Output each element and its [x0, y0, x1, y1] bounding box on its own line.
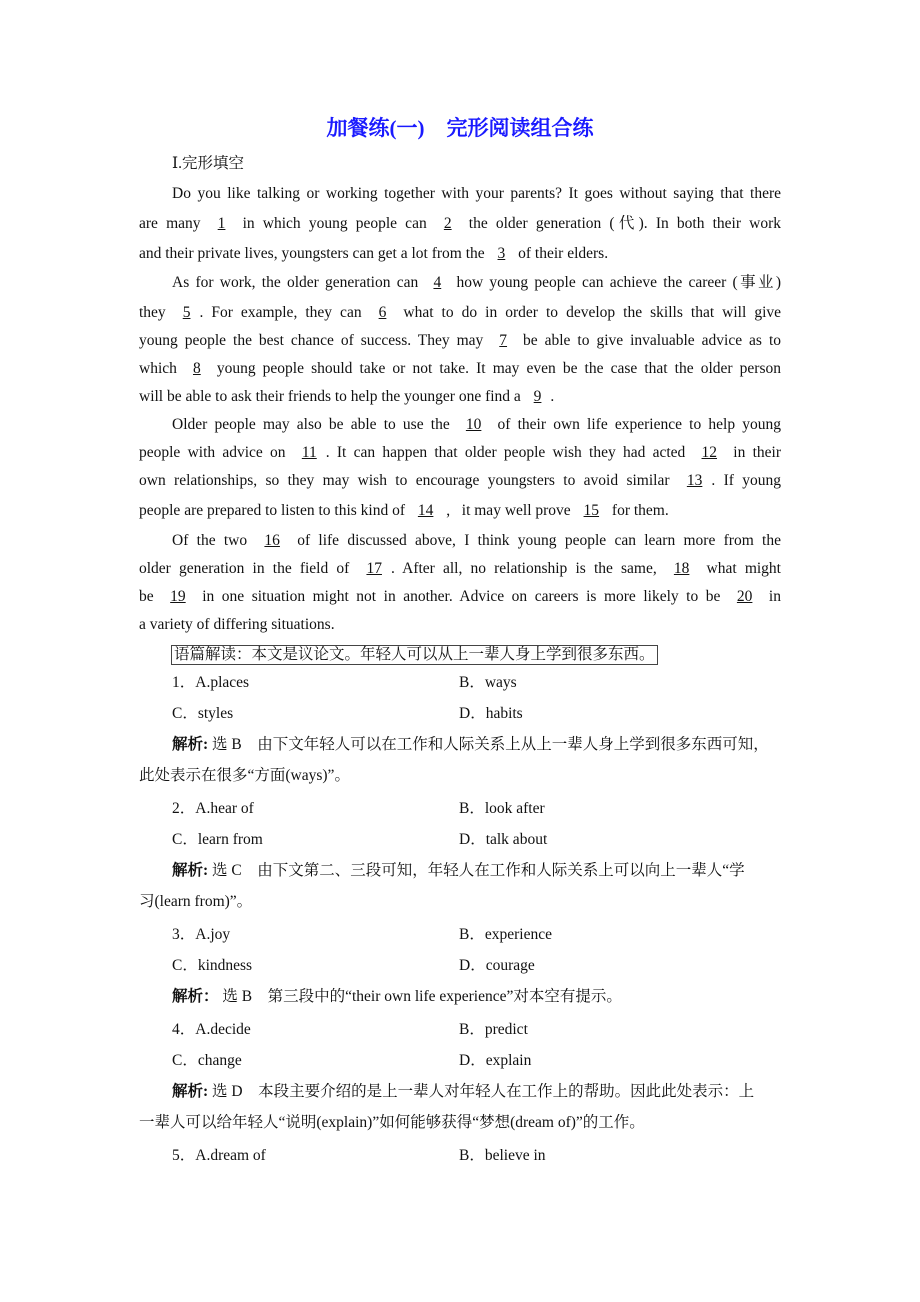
passage-line: [139, 303, 781, 323]
text: in their: [726, 444, 781, 461]
text: in: [761, 588, 781, 605]
option-a: 5．A.dream of: [172, 1147, 266, 1164]
text: of their elders.: [514, 245, 609, 262]
option-d: D．talk about: [459, 831, 548, 848]
explanation-label: 解析：: [172, 988, 219, 1005]
section-heading: Ⅰ.完形填空: [172, 155, 244, 172]
title-part2: 完形阅读组合练: [446, 116, 594, 140]
text: .: [550, 388, 555, 405]
explanation-text: 由下文年轻人可以在工作和人际关系上从上一辈人身上学到很多东西可知，: [257, 736, 769, 753]
answer: 选 B: [218, 988, 268, 1005]
blank-18: 18: [673, 560, 690, 577]
option-d: D．habits: [459, 705, 523, 722]
text: what might: [698, 560, 781, 577]
text: be able to give invaluable advice as to: [516, 332, 782, 349]
passage-line: [139, 587, 781, 607]
text: As for work, the older generation can: [172, 274, 425, 291]
option-a: 3．A.joy: [172, 926, 231, 943]
answer: 选 D: [208, 1083, 259, 1100]
answer: 选 C: [208, 862, 258, 879]
explanation-continued: 此处表示在很多“方面(ways)”。: [139, 767, 350, 784]
blank-6: 6: [378, 304, 387, 321]
text: own relationships, so they may wish to encourage youngsters to avoid similar: [139, 472, 678, 489]
blank-7: 7: [499, 332, 508, 349]
text: a variety of differing situations.: [139, 616, 335, 633]
blank-17: 17: [366, 560, 382, 577]
explanation-text: 第三段中的“their own life experience”对本空有提示。: [267, 988, 622, 1005]
option-d: D．courage: [459, 957, 535, 974]
text: Of the two: [172, 532, 256, 549]
summary-box: 语篇解读：本文是议论文。年轻人可以从上一辈人身上学到很多东西。: [171, 645, 658, 665]
blank-19: 19: [170, 588, 186, 605]
passage-line: [172, 184, 781, 204]
explanation: [172, 987, 781, 1007]
title-part1: 加餐练(一): [326, 116, 425, 140]
blank-8: 8: [192, 360, 201, 377]
text: how young people can achieve the career (事业): [450, 274, 781, 291]
option-a: 2．A.hear of: [172, 800, 254, 817]
answer: 选 B: [208, 736, 258, 753]
option-c: C．styles: [172, 705, 234, 722]
text: Older people may also be able to use the: [172, 416, 457, 433]
blank-13: 13: [686, 472, 703, 489]
blank-12: 12: [701, 444, 718, 461]
option-b: B．look after: [459, 800, 545, 817]
blank-16: 16: [264, 532, 280, 549]
option-c: C．change: [172, 1052, 242, 1069]
passage-line: [139, 501, 781, 521]
passage-line: [139, 331, 781, 351]
option-c: C．kindness: [172, 957, 253, 974]
passage-line: [139, 214, 781, 234]
blank-20: 20: [736, 588, 753, 605]
explanation-label: 解析:: [172, 1083, 209, 1100]
blank-10: 10: [465, 416, 482, 433]
blank-5: 5: [182, 304, 191, 321]
explanation: [172, 861, 781, 881]
text: will be able to ask their friends to help the younger one find a: [139, 388, 525, 405]
blank-14: 14: [417, 502, 434, 519]
text: of their own life experience to help young: [490, 416, 781, 433]
passage-line: [139, 359, 781, 379]
text: , it may well prove: [442, 502, 575, 519]
option-b: B．ways: [459, 674, 517, 691]
passage-line: [172, 531, 781, 551]
explanation: [172, 735, 781, 755]
text: in which young people can: [234, 215, 435, 232]
text: people are prepared to listen to this kind of: [139, 502, 409, 519]
passage-line: [139, 559, 781, 579]
explanation-text: 本段主要介绍的是上一辈人对年轻人在工作上的帮助。因此此处表示：上: [258, 1083, 755, 1100]
text: which: [139, 360, 184, 377]
explanation-label: 解析:: [172, 736, 209, 753]
text: and their private lives, youngsters can get a lot from the: [139, 245, 489, 262]
explanation: [172, 1082, 781, 1102]
text: are many: [139, 215, 209, 232]
passage-line: [172, 415, 781, 435]
explanation-label: 解析:: [172, 862, 209, 879]
text: be: [139, 588, 162, 605]
blank-4: 4: [433, 274, 442, 291]
explanation-continued: 一辈人可以给年轻人“说明(explain)”如何能够获得“梦想(dream of)”的工作。: [139, 1114, 645, 1131]
text: older generation in the field of: [139, 560, 358, 577]
option-a: 1．A.places: [172, 674, 250, 691]
explanation-continued: 习(learn from)”。: [139, 893, 253, 910]
passage-line: [139, 387, 781, 407]
option-b: B．experience: [459, 926, 552, 943]
blank-11: 11: [301, 444, 317, 461]
text: young people should take or not take. It may even be the case that the older person: [209, 360, 781, 377]
explanation-text: 由下文第二、三段可知，年轻人在工作和人际关系上可以向上一辈人“学: [257, 862, 745, 879]
option-b: B．predict: [459, 1021, 528, 1038]
option-c: C．learn from: [172, 831, 263, 848]
option-a: 4．A.decide: [172, 1021, 251, 1038]
text: . For example, they can: [199, 304, 370, 321]
blank-2: 2: [443, 215, 452, 232]
blank-15: 15: [583, 502, 600, 519]
text: young people the best chance of success. They may: [139, 332, 491, 349]
option-b: B．believe in: [459, 1147, 546, 1164]
passage-line: [172, 273, 781, 293]
blank-9: 9: [533, 388, 542, 405]
text: Do you like talking or working together with your parents? It goes without saying that there: [172, 185, 781, 202]
text: they: [139, 304, 174, 321]
passage-line: [139, 443, 781, 463]
text: people with advice on: [139, 444, 293, 461]
page-title: [0, 112, 920, 142]
text: of life discussed above, I think young people can learn more from the: [288, 532, 781, 549]
passage-line: [139, 615, 781, 635]
option-d: D．explain: [459, 1052, 532, 1069]
text: in one situation might not in another. Advice on careers is more likely to be: [194, 588, 728, 605]
passage-line: [139, 244, 781, 264]
text: . After all, no relationship is the same,: [390, 560, 665, 577]
text: what to do in order to develop the skills that will give: [395, 304, 782, 321]
text: the older generation (代). In both their work: [460, 215, 782, 232]
text: . If young: [711, 472, 782, 489]
text: . It can happen that older people wish they had acted: [325, 444, 693, 461]
passage-line: [139, 471, 781, 491]
blank-1: 1: [217, 215, 226, 232]
text: for them.: [608, 502, 669, 519]
blank-3: 3: [497, 245, 506, 262]
